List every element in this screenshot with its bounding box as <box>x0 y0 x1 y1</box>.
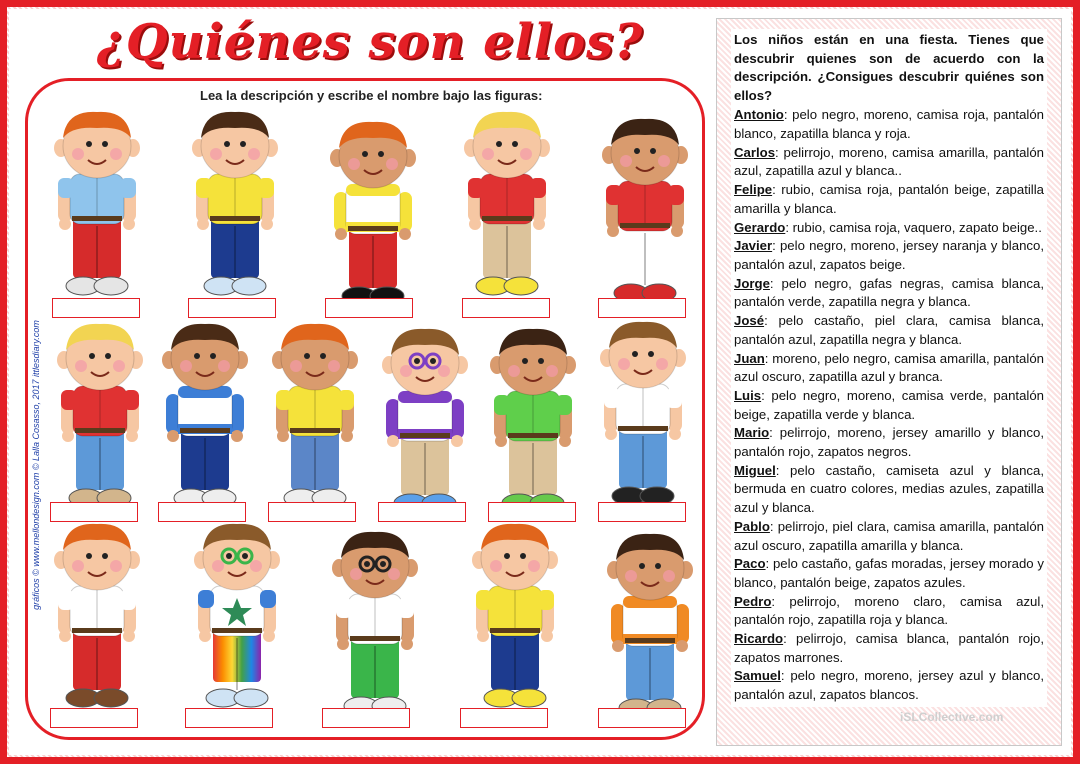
kid-description: : pelo castaño, gafas moradas, jersey morado y blanco, pantalón beige, zapatos azules. <box>734 556 1044 590</box>
kid-name: Pablo <box>734 518 770 534</box>
kid-description: : pelo negro, moreno, jersey naranja y blanco, pantalón azul, zapatos beige. <box>734 238 1044 272</box>
name-answer-box[interactable] <box>322 708 410 728</box>
instructions: Lea la descripción y escribe el nombre bajo las figuras: <box>200 88 543 103</box>
name-answer-box[interactable] <box>460 708 548 728</box>
intro-text: Los niños están en una fiesta. Tienes que descubrir quienes son de acuerdo con la descripción. ¿Consigues descubrir quiénes son ellos? <box>734 32 1044 103</box>
kid-name: Jorge <box>734 275 770 291</box>
description-entry <box>734 555 1044 592</box>
kid-description: : pelirrojo, moreno claro, camisa azul, pantalón rojo, zapatilla roja y blanca. <box>734 593 1044 628</box>
name-answer-box[interactable] <box>488 502 576 522</box>
kid-description: : rubio, camisa roja, pantalón beige, zapatilla amarilla y blanca. <box>734 182 1044 216</box>
kid-name: Ricardo <box>734 631 784 647</box>
kid-description: : pelo negro, gafas negras, camisa blanca, pantalón verde, zapatilla negra y blanca. <box>734 275 1044 310</box>
kid-figure <box>52 520 142 715</box>
kid-figure <box>598 318 688 513</box>
kid-figure <box>270 320 360 515</box>
kid-figure <box>488 325 578 520</box>
descriptions-list <box>734 106 1044 705</box>
kid-figure <box>330 528 420 723</box>
name-answer-box[interactable] <box>188 298 276 318</box>
description-entry <box>734 106 1044 143</box>
kid-figure <box>328 118 418 313</box>
kid-figure <box>380 325 470 520</box>
watermark: iSLCollective.com <box>900 710 1004 724</box>
description-entry <box>734 275 1044 312</box>
description-entry <box>734 593 1044 630</box>
name-answer-box[interactable] <box>462 298 550 318</box>
name-answer-box[interactable] <box>185 708 273 728</box>
kid-description: : rubio, camisa roja, vaquero, zapato beige.. <box>785 219 1042 235</box>
description-entry <box>734 312 1044 349</box>
kid-name: Antonio <box>734 107 784 123</box>
side-credit: gráficos © www.mellondesign.com © Lalla Cosasso, 2017 ittlesdiary.com <box>31 320 41 610</box>
kid-name: Pedro <box>734 593 772 609</box>
description-entry <box>734 181 1044 218</box>
kid-description: : moreno, pelo negro, camisa amarilla, pantalón azul oscuro, zapatilla azul y branca. <box>734 350 1044 385</box>
kid-name: Samuel <box>734 668 781 684</box>
description-entry <box>734 219 1044 238</box>
name-answer-box[interactable] <box>598 502 686 522</box>
name-answer-box[interactable] <box>598 708 686 728</box>
description-entry <box>734 424 1044 461</box>
kid-name: Javier <box>734 238 773 254</box>
description-entry <box>734 350 1044 387</box>
description-entry <box>734 667 1044 704</box>
kid-description: : pelo castaño, piel clara, camisa blanca, pantalón azul, zapatilla negra y blanca. <box>734 313 1044 347</box>
kid-figure <box>55 320 145 515</box>
kid-figure <box>52 108 142 303</box>
description-entry <box>734 387 1044 424</box>
kid-name: Mario <box>734 425 770 441</box>
kid-name: Felipe <box>734 182 773 198</box>
kid-figure <box>470 520 560 715</box>
kid-name: Miguel <box>734 462 776 478</box>
kid-name: José <box>734 313 765 329</box>
kid-figure <box>192 520 282 715</box>
kid-name: Juan <box>734 350 765 366</box>
description-entry <box>734 462 1044 518</box>
name-answer-box[interactable] <box>325 298 413 318</box>
description-entry <box>734 237 1044 274</box>
name-answer-box[interactable] <box>268 502 356 522</box>
kid-figure <box>160 320 250 515</box>
name-answer-box[interactable] <box>158 502 246 522</box>
page-title: ¿Quiénes son ellos? <box>96 14 644 70</box>
kid-description: : pelo castaño, camiseta azul y blanca, bermuda en cuatro colores, medias azules, zapatilla azul y blanca. <box>734 462 1044 516</box>
kid-figure <box>462 108 552 303</box>
kid-description: : pelo negro, moreno, jersey azul y blanco, pantalón azul, zapatos blancos. <box>734 668 1044 703</box>
description-entry <box>734 518 1044 555</box>
name-answer-box[interactable] <box>50 708 138 728</box>
name-answer-box[interactable] <box>598 298 686 318</box>
name-answer-box[interactable] <box>52 298 140 318</box>
kid-description: : pelirrojo, piel clara, camisa amarilla, pantalón azul oscuro, zapatilla amarilla y blanca. <box>734 518 1044 553</box>
kid-figure <box>605 530 695 725</box>
kid-name: Luis <box>734 387 762 403</box>
kid-name: Paco <box>734 556 766 572</box>
kid-name: Gerardo <box>734 219 786 235</box>
name-answer-box[interactable] <box>50 502 138 522</box>
name-answer-box[interactable] <box>378 502 466 522</box>
kid-figure <box>190 108 280 303</box>
kid-description: : pelo negro, moreno, camisa verde, pantalón beige, zapatilla verde y blanca. <box>734 387 1044 422</box>
kid-name: Carlos <box>734 144 776 160</box>
kid-description: : pelo negro, moreno, camisa roja, pantalón blanco, zapatilla blanca y roja. <box>734 107 1044 142</box>
description-entry <box>734 144 1044 181</box>
kid-figure <box>600 115 690 310</box>
description-entry <box>734 630 1044 667</box>
kid-description: : pelirrojo, camisa blanca, pantalón rojo, zapatos marrones. <box>734 631 1044 665</box>
kid-description: : pelirrojo, moreno, camisa amarilla, pantalón azul, zapatilla azul y blanca.. <box>734 144 1044 179</box>
kid-description: : pelirrojo, moreno, jersey amarillo y blanco, pantalón rojo, zapatos negros. <box>734 425 1044 460</box>
descriptions-panel <box>716 18 1062 746</box>
